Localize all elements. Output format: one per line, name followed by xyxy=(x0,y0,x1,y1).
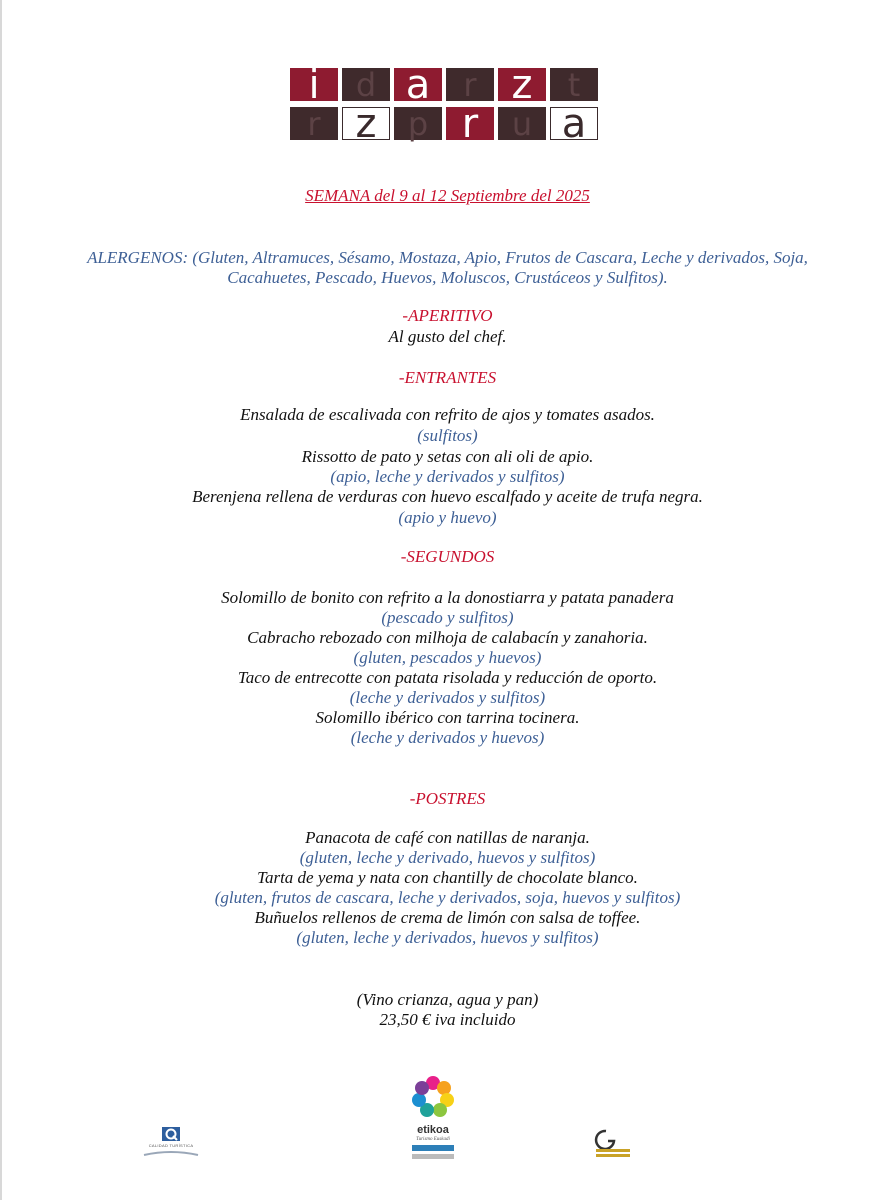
logo-tile: a xyxy=(550,107,598,140)
logo-tile: z xyxy=(342,107,390,140)
includes-text: (Vino crianza, agua y pan) xyxy=(356,990,539,1009)
allergens-line-2: Cacahuetes, Pescado, Huevos, Moluscos, Crustáceos y Sulfitos). xyxy=(227,268,668,287)
section-title-aperitivo: -APERITIVO xyxy=(402,306,493,325)
logo-tile: d xyxy=(342,68,390,101)
dish: Cabracho rebozado con milhoja de calabacín y zanahoria. xyxy=(247,628,648,647)
logo-tile: u xyxy=(498,107,546,140)
logo-tile: i xyxy=(290,68,338,101)
g-seal-icon xyxy=(590,1125,636,1161)
logo-tile: z xyxy=(498,68,546,101)
price-text: 23,50 € iva incluido xyxy=(379,1010,516,1029)
etikoa-label: etikoa xyxy=(417,1124,449,1136)
logo-tile: p xyxy=(394,107,442,140)
section-title-segundos: -SEGUNDOS xyxy=(400,547,495,566)
etikoa-partners xyxy=(412,1154,454,1159)
dish: Solomillo ibérico con tarrina tocinera. xyxy=(315,708,580,727)
logo-tile: a xyxy=(394,68,442,101)
logo-tile: t xyxy=(550,68,598,101)
etikoa-logo xyxy=(408,1072,458,1162)
logo-tile: r xyxy=(290,107,338,140)
dish: Taco de entrecotte con patata risolada y reducción de oporto. xyxy=(237,668,658,687)
dish-allergens: (apio, leche y derivados y sulfitos) xyxy=(330,467,565,486)
dish-allergens: (gluten, leche y derivado, huevos y sulfitos) xyxy=(299,848,596,867)
dish-allergens: (apio y huevo) xyxy=(398,508,497,527)
allergens-line-1: ALERGENOS: (Gluten, Altramuces, Sésamo, Mostaza, Apio, Frutos de Cascara, Leche y derivados, Soja, xyxy=(87,248,808,267)
dish: Tarta de yema y nata con chantilly de chocolate blanco. xyxy=(257,868,638,887)
dish: Panacota de café con natillas de naranja. xyxy=(305,828,590,847)
calidad-label: CALIDAD TURÍSTICA xyxy=(148,1143,194,1148)
logo-tile: r xyxy=(446,107,494,140)
dish-allergens: (sulfitos) xyxy=(417,426,478,445)
dish: Buñuelos rellenos de crema de limón con salsa de toffee. xyxy=(254,908,641,927)
dish: Ensalada de escalivada con refrito de ajos y tomates asados. xyxy=(240,405,655,424)
etikoa-bar xyxy=(412,1145,454,1151)
week-title: SEMANA del 9 al 12 Septiembre del 2025 xyxy=(305,186,590,205)
logo-tile: r xyxy=(446,68,494,101)
dish: Solomillo de bonito con refrito a la donostiarra y patata panadera xyxy=(221,588,674,607)
section-title-entrantes: -ENTRANTES xyxy=(398,368,497,387)
aperitivo-text: Al gusto del chef. xyxy=(388,327,507,346)
izarza-logo xyxy=(290,61,600,147)
dish-allergens: (gluten, pescados y huevos) xyxy=(353,648,542,667)
dish-allergens: (leche y derivados y sulfitos) xyxy=(349,688,546,707)
dish: Berenjena rellena de verduras con huevo escalfado y aceite de trufa negra. xyxy=(192,487,703,506)
flower-icon xyxy=(408,1072,458,1122)
section-title-postres: -POSTRES xyxy=(409,789,486,808)
dish-allergens: (leche y derivados y huevos) xyxy=(350,728,545,747)
dish-allergens: (pescado y sulfitos) xyxy=(381,608,514,627)
etikoa-sub: Turismo Euskadi xyxy=(416,1137,450,1142)
geo-logo xyxy=(590,1125,636,1161)
dish: Rissotto de pato y setas con ali oli de apio. xyxy=(301,447,594,466)
dish-allergens: (gluten, leche y derivados, huevos y sulfitos) xyxy=(296,928,599,947)
dish-allergens: (gluten, frutos de cascara, leche y derivados, soja, huevos y sulfitos) xyxy=(214,888,681,907)
calidad-turistica-logo xyxy=(140,1125,202,1161)
